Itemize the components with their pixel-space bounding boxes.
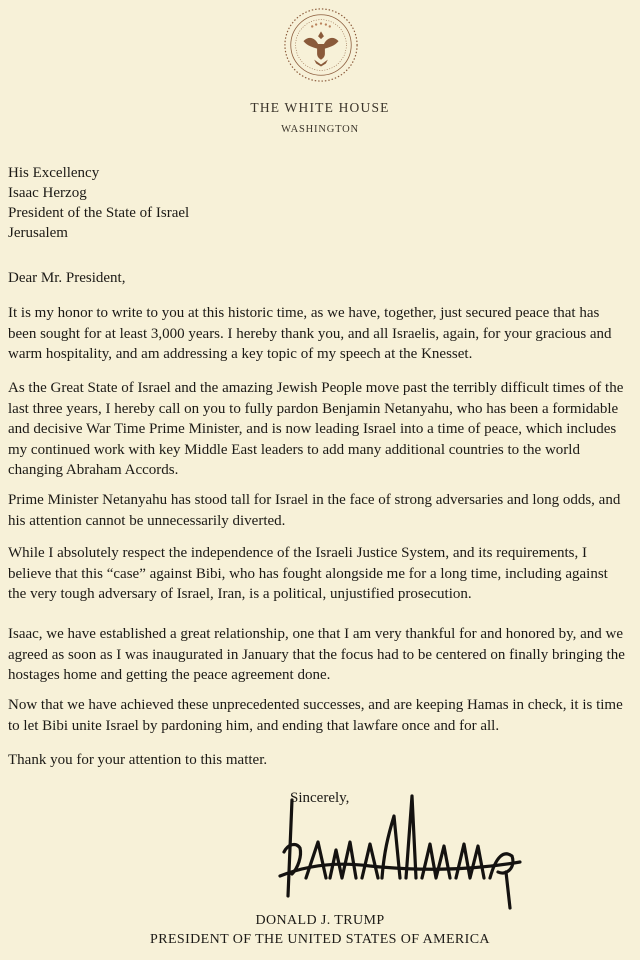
body-paragraph: Prime Minister Netanyahu has stood tall for Israel in the face of strong adversaries and long odds, and his attention cannot be unnecessarily diverted. [8,492,621,529]
recipient-line: Jerusalem [8,225,68,241]
body-paragraph: Thank you for your attention to this matter. [8,752,268,768]
body-paragraph: Now that we have achieved these unprecedented successes, and are keeping Hamas in check, it is time to let Bibi unite Israel by pardoning him, and ending that lawfare once and for all. [8,697,623,734]
recipient-line: His Excellency [8,165,100,181]
recipient-line: President of the State of Israel [8,205,190,221]
body-paragraph: While I absolutely respect the independence of the Israeli Justice System, and its requirements, I believe that this “case” against Bibi, who has fought alongside me for a long time, including against the very tough adversary of Israel, Iran, is a political, unjustified prosecution. [8,545,608,602]
handwritten-signature [270,792,540,912]
body-paragraph: Isaac, we have established a great relationship, one that I am very thankful for and honored by, and we agreed as soon as I was inaugurated in January that the focus had to be centered on finally bringing the hostages home and getting the peace agreement done. [8,626,625,683]
presidential-seal-icon [282,6,360,84]
recipient-address [8,163,189,243]
letterhead-subtitle: WASHINGTON [281,124,359,135]
body-paragraph: As the Great State of Israel and the amazing Jewish People move past the terribly difficult times of the last three years, I hereby call on you to fully pardon Benjamin Netanyahu, who has been a formidable and decisive War Time Prime Minister, and is now leading Israel into a time of peace, which includes my continued work with key Middle East leaders to add many additional countries to the world changing Abraham Accords. [8,380,624,478]
closing: Sincerely, [290,790,350,806]
salutation: Dear Mr. President, [8,270,126,286]
signer-name: DONALD J. TRUMP [255,913,385,928]
recipient-line: Isaac Herzog [8,185,87,201]
body-paragraph: It is my honor to write to you at this historic time, as we have, together, just secured peace that has been sought for at least 3,000 years. I hereby thank you, and all Israelis, again, for your gracious and warm hospitality, and am addressing a key topic of my speech at the Knesset. [8,305,612,362]
letterhead-title: THE WHITE HOUSE [250,100,390,115]
signer-title: PRESIDENT OF THE UNITED STATES OF AMERICA [150,932,490,947]
